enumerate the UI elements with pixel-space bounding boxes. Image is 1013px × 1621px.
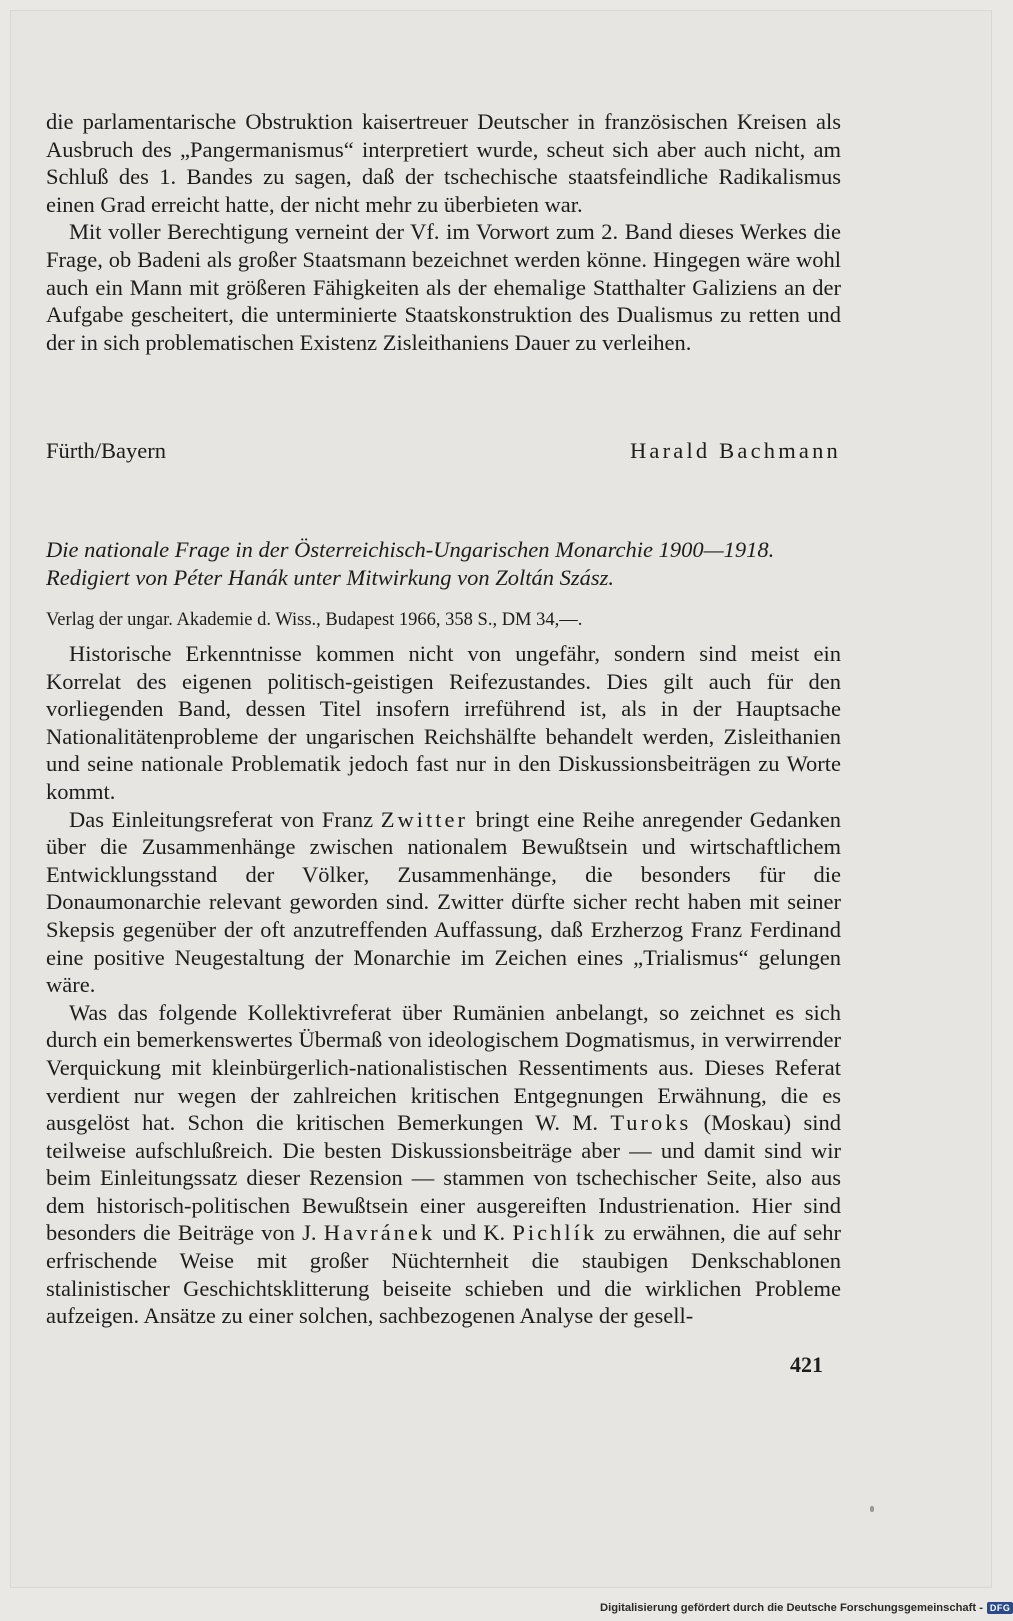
page-number: 421 (790, 1352, 823, 1377)
review-body (46, 640, 841, 1330)
dfg-logo-icon: DFG (987, 1602, 1013, 1614)
scan-speck (870, 1506, 874, 1512)
book-title-line: Die nationale Frage in der Österreichisch-Ungarischen Monarchie 1900—1918. (46, 537, 775, 562)
signature-place: Fürth/Bayern (46, 438, 166, 463)
paragraph: die parlamentarische Obstruktion kaisertreuer Deutscher in französischen Kreisen als Ausbruch des „Pangermanismus“ interpretiert wurde, scheut sich aber auch nicht, am Schluß des 1. Bandes zu sagen, daß der tschechische staatsfeindliche Radikalismus einen Grad erreicht hatte, der nicht mehr zu überbieten war. (46, 109, 841, 217)
signature-author: Harald Bachmann (629, 438, 841, 463)
previous-review-ending (46, 108, 841, 356)
digitization-footer (600, 1599, 1011, 1617)
footer-text: Digitalisierung gefördert durch die Deutsche Forschungsgemeinschaft - (600, 1602, 983, 1614)
text-run: (Moskau) sind teilweise aufschlußreich. Die besten Diskussionsbeiträge aber — und damit sind wir beim Einleitungssatz dieser Rezension — stammen von tschechischer Seite, also aus dem historisch-politischen Bewußtsein einer ausgereiften Industrienation. Hier sind besonders die Beiträge von J. (46, 1110, 842, 1246)
paragraph: Historische Erkenntnisse kommen nicht von ungefähr, sondern sind meist ein Korrelat des eigenen politisch-geistigen Reifezustandes. Dies gilt auch für den vorliegenden Band, dessen Titel insofern irreführend ist, als in der Hauptsache Nationalitätenprobleme der ungarischen Reichshälfte behandelt werden, Zisleithanien und seine nationale Problematik jedoch fast nur in den Diskussionsbeiträgen zu Worte kommt. (46, 641, 841, 804)
publisher-info: Verlag der ungar. Akademie d. Wiss., Budapest 1966, 358 S., DM 34,—. (46, 610, 583, 630)
reviewed-book-title (46, 536, 841, 591)
paragraph (46, 999, 841, 1330)
paragraph (46, 806, 841, 999)
book-editor-line: Redigiert von Péter Hanák unter Mitwirkung von Zoltán Szász. (46, 564, 615, 590)
text-run: zu erwähnen, die auf sehr erfrischende Weise mit großer Nüchternheit die staubigen Denkschablonen stalinistischer Geschichtsklitterung beiseite schieben und die wirklichen Probleme aufzeigen. Ansätze zu einer solchen, sachbezogenen Analyse der gesell- (46, 1220, 842, 1329)
text-run: bringt eine Reihe anregender Gedanken über die Zusammenhänge zwischen nationalem Bewußtsein und wirtschaftlichem Entwicklungsstand der Völker, Zusammenhänge, die besonders für die Donaumonarchie relevant geworden sind. Zwitter dürfte sicher recht haben mit seiner Skepsis gegenüber der oft anzutreffenden Auffassung, daß Erzherzog Franz Ferdinand eine positive Neugestaltung der Monarchie im Zeichen eines „Trialismus“ gelungen wäre. (46, 806, 841, 998)
author-name: Pichlík (512, 1220, 598, 1246)
author-name: Zwitter (380, 806, 468, 832)
author-name: Turoks (610, 1110, 692, 1136)
author-name: Havránek (323, 1220, 436, 1246)
text-run: und K. (435, 1220, 513, 1246)
signature-line (46, 438, 841, 468)
paragraph: Mit voller Berechtigung verneint der Vf. im Vorwort zum 2. Band dieses Werkes die Frage, ob Badeni als großer Staatsmann bezeichnet werden könne. Hingegen wäre wohl auch ein Mann mit größeren Fähigkeiten als der ehemalige Statthalter Galiziens an der Aufgabe gescheitert, die unterminierte Staatskonstruktion des Dualismus zu retten und der in sich problematischen Existenz Zisleithaniens Dauer zu verleihen. (46, 219, 841, 355)
text-run: Das Einleitungsreferat von Franz (69, 806, 381, 832)
text-run: Was das folgende Kollektivreferat über Rumänien anbelangt, so zeichnet es sich durch ein bemerkenswertes Übermaß von ideologischem Dogmatismus, in verwirrender Verquickung mit kleinbürgerlich-nationalistischen Ressentiments aus. Dieses Referat verdient nur wegen der zahlreichen kritischen Entgegnungen Erwähnung, die es ausgelöst hat. Schon die kritischen Bemerkungen W. M. (46, 999, 841, 1136)
